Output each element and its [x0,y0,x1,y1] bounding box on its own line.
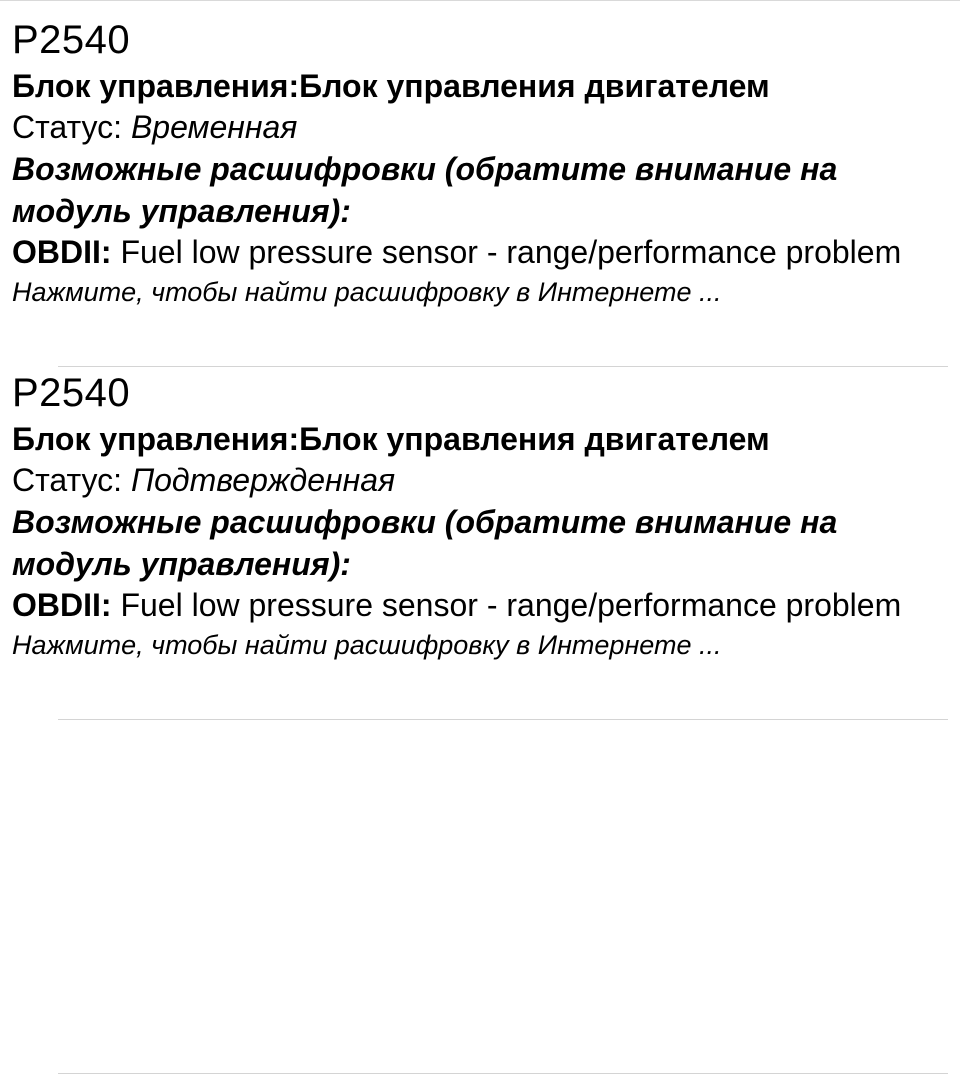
row-separator [58,366,948,367]
control-module-value: Блок управления двигателем [299,421,770,457]
search-online-link[interactable]: Нажмите, чтобы найти расшифровку в Интернете ... [12,277,722,307]
obd-description [12,585,948,626]
obd-label: OBDII: [12,234,112,270]
obd-label: OBDII: [12,587,112,623]
control-module-line [12,419,948,459]
trouble-code-item[interactable] [0,0,960,353]
row-separator [58,1073,948,1074]
status-line [12,459,948,501]
trouble-code: P2540 [12,371,131,415]
row-separator [58,719,948,720]
obd-text: Fuel low pressure sensor - range/performance problem [120,587,902,623]
trouble-code-item[interactable] [0,353,960,706]
control-module-label: Блок управления: [12,68,300,104]
status-label: Статус: [12,462,123,498]
status-value: Временная [130,109,298,145]
obd-text: Fuel low pressure sensor - range/performance problem [120,234,902,270]
control-module-label: Блок управления: [12,421,300,457]
control-module-value: Блок управления двигателем [299,68,770,104]
status-value: Подтвержденная [130,462,396,498]
control-module-line [12,66,948,106]
possible-decodings-title: Возможные расшифровки (обратите внимание на модуль управления): [12,151,838,229]
possible-decodings-title: Возможные расшифровки (обратите внимание на модуль управления): [12,504,838,582]
search-online-link[interactable]: Нажмите, чтобы найти расшифровку в Интернете ... [12,630,722,660]
status-line [12,106,948,148]
trouble-code: P2540 [12,18,131,62]
status-label: Статус: [12,109,123,145]
obd-description [12,232,948,273]
